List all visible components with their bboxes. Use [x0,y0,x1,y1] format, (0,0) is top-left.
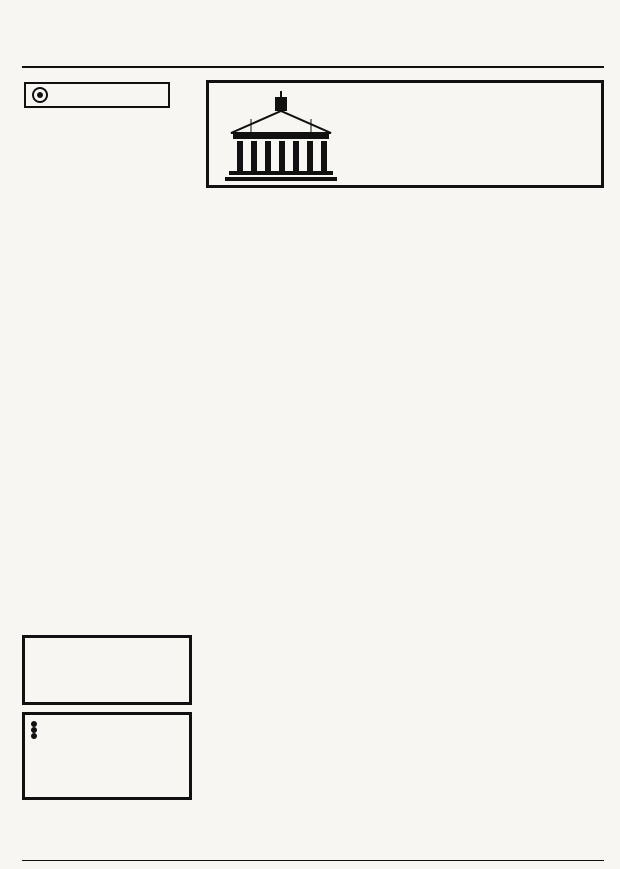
bolsa-building-illustration [221,89,341,185]
ad-finca [384,708,602,856]
header-rule [22,66,604,68]
ad-bullets [31,721,183,739]
bullet-icon [31,733,37,739]
footer-rule [22,860,604,861]
section-label-box [24,82,170,108]
bolsa-banner [206,80,604,188]
ad-bullet [31,733,183,739]
ad-pilar [22,712,192,800]
target-icon [32,87,48,103]
efectos-table [206,194,384,196]
ad-centralita [22,635,192,705]
